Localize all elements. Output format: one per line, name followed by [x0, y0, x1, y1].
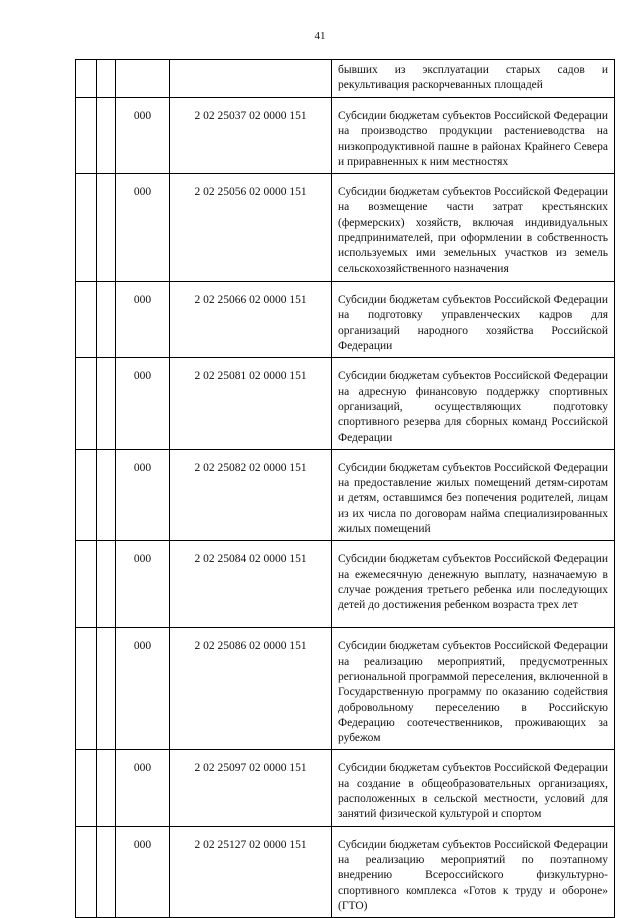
admin-code: 000 — [116, 449, 170, 540]
table-row — [76, 358, 615, 449]
table-row — [76, 449, 615, 540]
income-description: Субсидии бюджетам субъектов Российской Федерации на производство продукции растениеводства на низкопродуктивной пашне в районах Крайнего Севера и приравненных к ним местностях — [332, 98, 615, 174]
budget-code: 2 02 25056 02 0000 151 — [170, 174, 332, 282]
blank-cell — [97, 541, 116, 628]
table-row — [76, 98, 615, 174]
blank-cell — [97, 358, 116, 449]
income-description: Субсидии бюджетам субъектов Российской Федерации на адресную финансовую поддержку спортивных организаций, осуществляющих подготовку спортивного резерва для сборных команд Российской Федерации — [332, 358, 615, 449]
admin-code: 000 — [116, 358, 170, 449]
admin-code: 000 — [116, 174, 170, 282]
income-description: Субсидии бюджетам субъектов Российской Федерации на ежемесячную денежную выплату, назначаемую в случае рождения третьего ребенка или последующих детей до достижения ребенком возраста трех лет — [332, 541, 615, 628]
blank-cell — [97, 750, 116, 826]
blank-cell — [76, 358, 97, 449]
blank-cell — [76, 826, 97, 917]
income-description: Субсидии бюджетам субъектов Российской Федерации на реализацию мероприятий по поэтапному внедрению Всероссийского физкультурно-спортивного комплекса «Готов к труду и обороне» (ГТО) — [332, 826, 615, 917]
admin-code: 000 — [116, 826, 170, 917]
blank-cell — [97, 60, 116, 98]
income-description: Субсидии бюджетам субъектов Российской Федерации на предоставление жилых помещений детям-сиротам и детям, оставшимся без попечения родителей, лицам из их числа по договорам найма специализированных жилых помещений — [332, 449, 615, 540]
table-row — [76, 750, 615, 826]
budget-code: 2 02 25081 02 0000 151 — [170, 358, 332, 449]
income-description: Субсидии бюджетам субъектов Российской Федерации на создание в общеобразовательных организациях, расположенных в сельской местности, условий для занятий физической культурой и спортом — [332, 750, 615, 826]
blank-cell — [76, 449, 97, 540]
blank-cell — [76, 541, 97, 628]
income-description: Субсидии бюджетам субъектов Российской Федерации на возмещение части затрат крестьянских (фермерских) хозяйств, включая индивидуальных предпринимателей, при оформлении в собственность используемых ими земельных участков из земель сельскохозяйственного назначения — [332, 174, 615, 282]
admin-code: 000 — [116, 282, 170, 358]
admin-code: 000 — [116, 750, 170, 826]
blank-cell — [97, 282, 116, 358]
continuation-description: бывших из эксплуатации старых садов и рекультивация раскорчеванных площадей — [332, 60, 615, 98]
table-row — [76, 174, 615, 282]
blank-cell — [97, 174, 116, 282]
admin-code: 000 — [116, 628, 170, 750]
blank-cell — [76, 628, 97, 750]
budget-code: 2 02 25127 02 0000 151 — [170, 826, 332, 917]
income-description: Субсидии бюджетам субъектов Российской Федерации на реализацию мероприятий, предусмотренных региональной программой переселения, включенной в Государственную программу по оказанию содействия добровольному переселению в Российскую Федерацию соотечественников, проживающих за рубежом — [332, 628, 615, 750]
page-number: 41 — [314, 30, 326, 42]
budget-code: 2 02 25037 02 0000 151 — [170, 98, 332, 174]
blank-cell — [76, 750, 97, 826]
budget-code: 2 02 25082 02 0000 151 — [170, 449, 332, 540]
table-row — [76, 541, 615, 628]
table-row — [76, 628, 615, 750]
blank-cell — [116, 60, 170, 98]
table-row — [76, 826, 615, 917]
admin-code: 000 — [116, 98, 170, 174]
table-row-continuation — [76, 60, 615, 98]
budget-classification-table — [75, 59, 615, 918]
budget-code: 2 02 25097 02 0000 151 — [170, 750, 332, 826]
income-description: Субсидии бюджетам субъектов Российской Федерации на подготовку управленческих кадров для организаций народного хозяйства Российской Федерации — [332, 282, 615, 358]
blank-cell — [76, 98, 97, 174]
blank-cell — [97, 628, 116, 750]
table-row — [76, 282, 615, 358]
blank-cell — [97, 98, 116, 174]
blank-cell — [97, 826, 116, 917]
blank-cell — [76, 174, 97, 282]
budget-code: 2 02 25066 02 0000 151 — [170, 282, 332, 358]
budget-code: 2 02 25084 02 0000 151 — [170, 541, 332, 628]
blank-cell — [76, 60, 97, 98]
blank-cell — [170, 60, 332, 98]
admin-code: 000 — [116, 541, 170, 628]
blank-cell — [97, 449, 116, 540]
budget-code: 2 02 25086 02 0000 151 — [170, 628, 332, 750]
blank-cell — [76, 282, 97, 358]
